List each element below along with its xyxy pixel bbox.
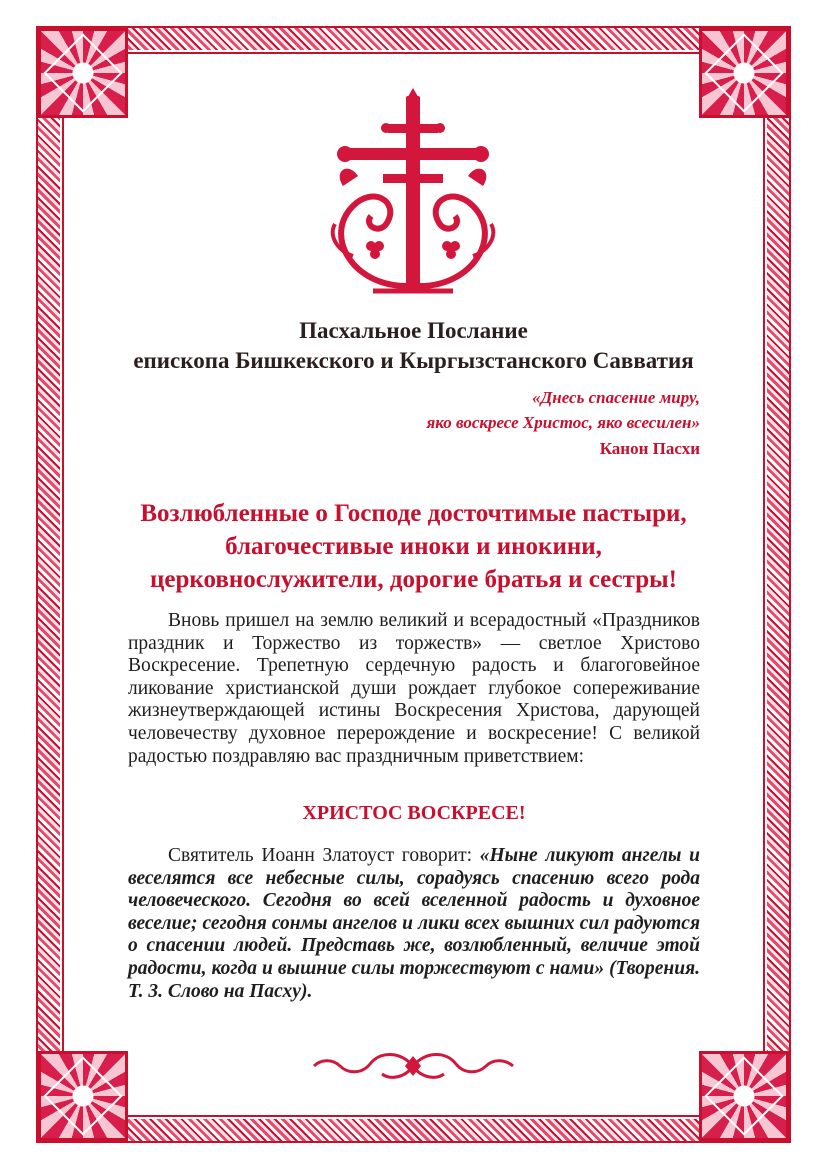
body-paragraph: Вновь пришел на землю великий и всерадостный «Праздников праздник и Торжество из торжеств» — светлое Христово Воскресение. Трепетную сердечную радость и благоговейное ликование христианской души рождает глубокое сопереживание жизнеутверждающей истины Воскресения Христова, дарующей человечеству духовное перерождение и воскресение! С великой радостью поздравляю вас праздничным приветствием: — [128, 610, 700, 767]
quote-paragraph — [128, 845, 700, 1003]
quote-intro: Святитель Иоанн Златоуст говорит: — [168, 845, 480, 866]
corner-ornament-icon — [699, 1051, 789, 1141]
chrysostom-quote: «Ныне ликуют ангелы и веселятся все небесные силы, сорадуясь спасению всего рода человеческого. Сегодня во всей вселенной радость и духовное веселие; сегодня сонмы ангелов и лики всех вышних сил радуются о спасении людей. Представь же, возлюбленный, величие этой радости, когда и вышние силы торжествуют с нами» — [128, 845, 700, 979]
quote-citation: (Творения. Т. 3. Слово на Пасху). — [128, 957, 700, 1002]
epigraph-line: яко воскресе Христос, яко всесилен» — [426, 413, 700, 432]
corner-ornament-icon — [699, 28, 789, 118]
greeting-line: благочестивые иноки и инокини, — [225, 533, 602, 560]
greeting-line: церковнослужители, дорогие братья и сестры! — [150, 566, 677, 593]
orthodox-cross-with-vines-icon — [313, 86, 513, 301]
ornamental-flourish-icon — [310, 1046, 517, 1086]
epigraph-source: Канон Пасхи — [599, 439, 700, 458]
greeting-line: Возлюбленные о Господе досточтимые пастыри, — [140, 500, 687, 527]
easter-exclamation: ХРИСТОС ВОСКРЕСЕ! — [302, 802, 526, 824]
page-subtitle: епископа Бишкекского и Кыргызстанского Савватия — [133, 348, 694, 373]
page-title: Пасхальное Послание — [299, 318, 528, 343]
corner-ornament-icon — [38, 1051, 128, 1141]
epigraph-line: «Днесь спасение миру, — [532, 388, 700, 407]
corner-ornament-icon — [38, 28, 128, 118]
